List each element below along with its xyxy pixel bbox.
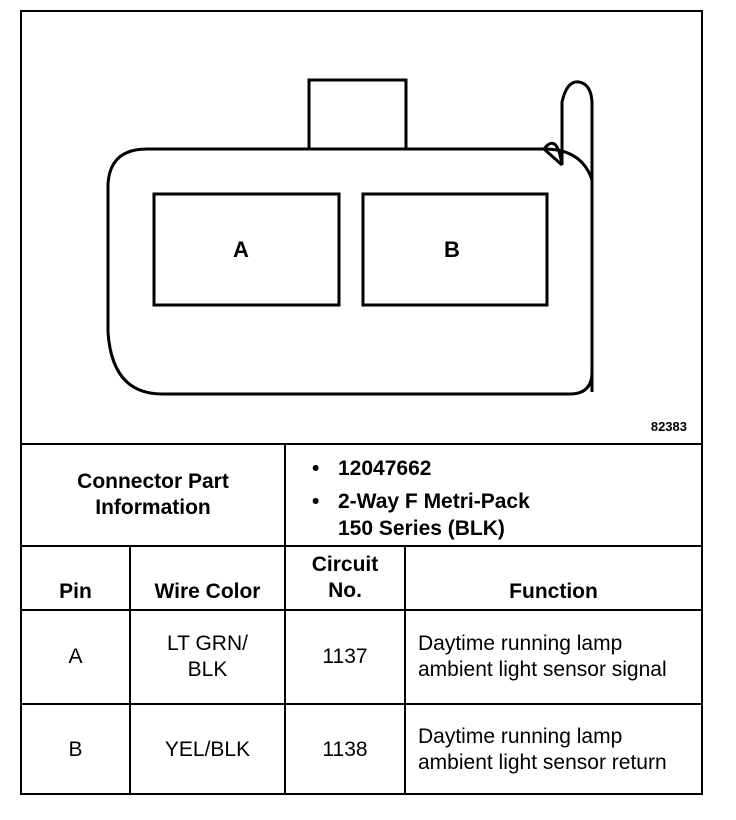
cell-function: Daytime running lamp ambient light sensor signal: [418, 632, 667, 681]
cell-circuit: 1138: [322, 738, 368, 761]
cell-wire-color: YEL/BLK: [164, 738, 251, 761]
cell-circuit: 1137: [322, 645, 368, 668]
locking-tab: [309, 80, 406, 149]
connector-info-label: Connector Part Information: [77, 470, 229, 519]
header-circuit-no: Circuit No.: [311, 553, 379, 602]
cell-pin: B: [68, 738, 83, 761]
connector-info-list: [312, 455, 558, 548]
header-function: Function: [509, 580, 598, 603]
pin-label-b: B: [444, 237, 460, 262]
connector-outline: [22, 12, 701, 445]
cell-function: Daytime running lamp ambient light sensor return: [418, 725, 667, 774]
header-pin: Pin: [59, 580, 92, 603]
bullet-icon: •: [312, 490, 320, 513]
cell-pin: A: [68, 645, 83, 668]
connector-body: [108, 149, 592, 394]
list-item: [312, 488, 558, 542]
header-wire-color: Wire Color: [154, 580, 261, 603]
connector-type: 2-Way F Metri-Pack 150 Series (BLK): [338, 490, 530, 540]
list-item: [312, 455, 558, 482]
connector-chart: [20, 10, 703, 795]
part-number: 12047662: [338, 457, 432, 480]
bullet-icon: •: [312, 457, 320, 480]
latch-arm: [544, 82, 592, 392]
connector-diagram: [22, 12, 701, 445]
pin-label-a: A: [233, 237, 249, 262]
cell-wire-color: LT GRN/ BLK: [167, 632, 248, 681]
figure-number: 82383: [650, 419, 687, 434]
